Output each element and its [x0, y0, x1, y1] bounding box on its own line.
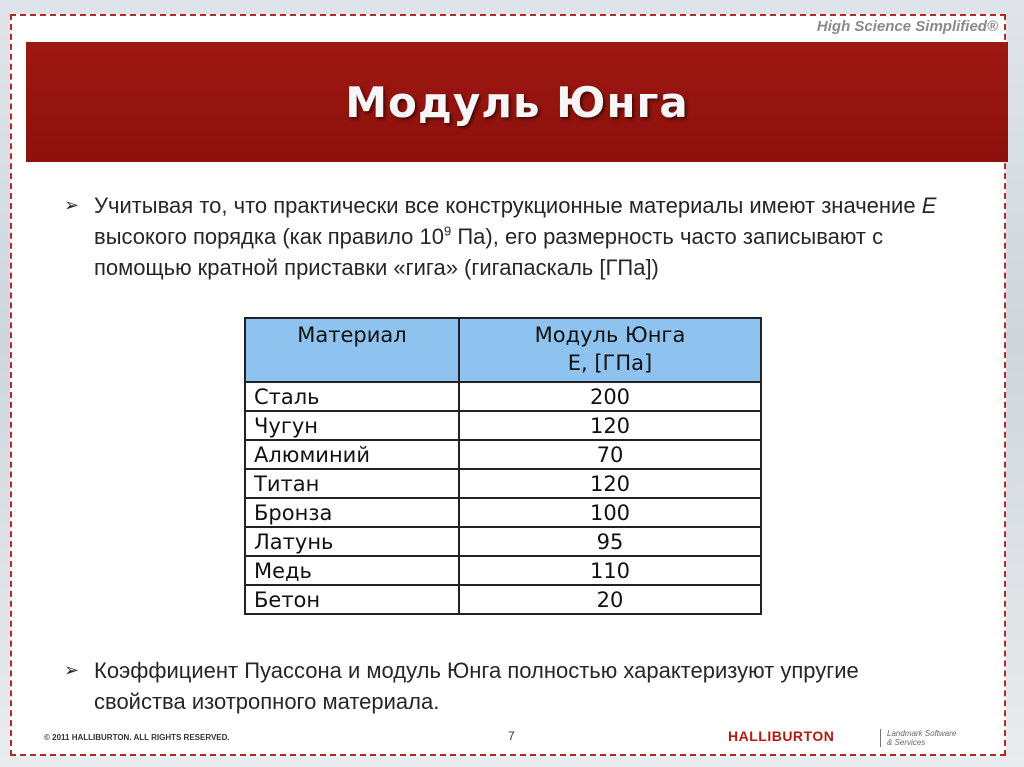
table-row — [245, 382, 761, 411]
bullet-1-part2: высокого порядка (как правило 10 — [94, 224, 444, 249]
cell-value: 20 — [459, 585, 761, 614]
table-row — [245, 498, 761, 527]
header-modulus-line1: Модуль Юнга — [534, 323, 686, 347]
cell-value: 95 — [459, 527, 761, 556]
cell-material: Сталь — [245, 382, 459, 411]
bullet-1-exponent: 9 — [444, 223, 452, 239]
cell-material: Латунь — [245, 527, 459, 556]
cell-material: Чугун — [245, 411, 459, 440]
cell-value: 200 — [459, 382, 761, 411]
cell-value: 110 — [459, 556, 761, 585]
bullet-1-part1: Учитывая то, что практически все конструкционные материалы имеют значение — [94, 193, 922, 218]
title-banner — [26, 42, 1008, 162]
header-modulus-line2: E, [ГПа] — [567, 351, 653, 375]
tagline: High Science Simplified® — [816, 18, 998, 35]
copyright-notice: © 2011 HALLIBURTON. ALL RIGHTS RESERVED. — [44, 733, 230, 742]
table-row — [245, 556, 761, 585]
cell-material: Бронза — [245, 498, 459, 527]
table-header-row — [245, 318, 761, 382]
page-number: 7 — [508, 729, 515, 743]
bullet-1-text — [94, 190, 954, 283]
landmark-logo — [880, 729, 956, 747]
table-row — [245, 440, 761, 469]
cell-value: 70 — [459, 440, 761, 469]
arrow-bullet-icon: ➢ — [64, 195, 80, 215]
slide-title: Модуль Юнга — [345, 77, 689, 127]
table-row — [245, 411, 761, 440]
landmark-logo-line2: & Services — [887, 738, 926, 747]
table-row — [245, 469, 761, 498]
arrow-bullet-icon: ➢ — [64, 660, 80, 680]
bullet-2 — [64, 655, 954, 717]
bullet-2-text: Коэффициент Пуассона и модуль Юнга полностью характеризуют упругие свойства изотропного материала. — [94, 658, 859, 714]
cell-material: Медь — [245, 556, 459, 585]
cell-material: Бетон — [245, 585, 459, 614]
cell-value: 120 — [459, 411, 761, 440]
cell-material: Титан — [245, 469, 459, 498]
table-row — [245, 527, 761, 556]
landmark-logo-line1: Landmark Software — [887, 729, 957, 738]
bullet-1-symbol: E — [921, 193, 937, 218]
header-material: Материал — [245, 318, 459, 382]
header-modulus — [459, 318, 761, 382]
cell-material: Алюминий — [245, 440, 459, 469]
cell-value: 120 — [459, 469, 761, 498]
bullet-1 — [64, 190, 954, 283]
bullet-1-part3: Па), его размерность часто записывают с помощью кратной приставки «гига» (гигапаскаль [ГПа]) — [94, 224, 884, 280]
halliburton-logo: HALLIBURTON — [728, 728, 835, 744]
table-row — [245, 585, 761, 614]
youngs-modulus-table — [244, 317, 762, 615]
cell-value: 100 — [459, 498, 761, 527]
